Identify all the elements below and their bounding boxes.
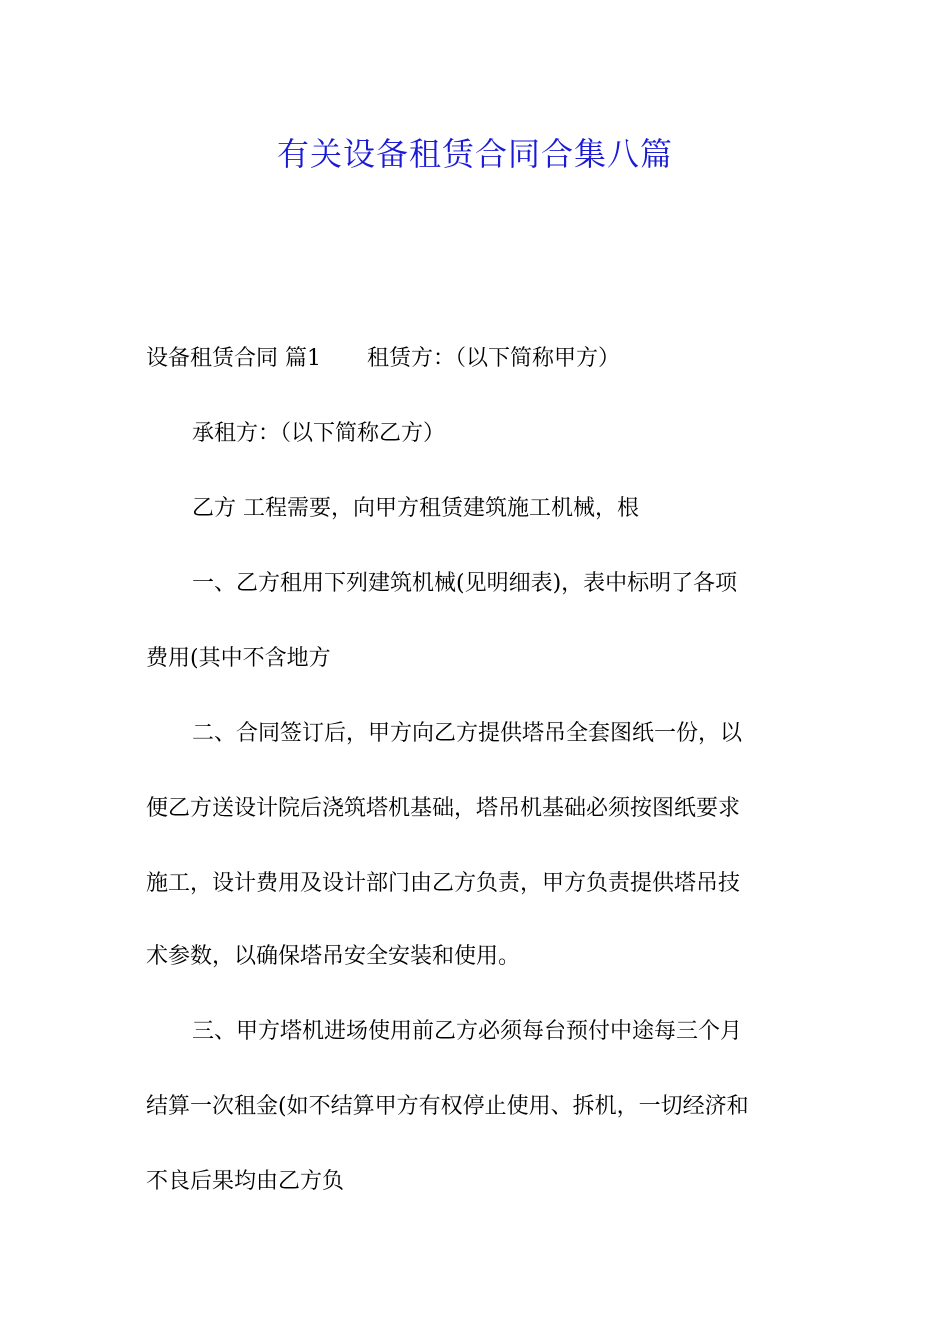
clause-three-continued: 不良后果均由乙方负 (146, 1169, 345, 1194)
clause-two-continued: 便乙方送设计院后浇筑塔机基础，塔吊机基础必须按图纸要求 (146, 796, 741, 821)
clause-two-line: 二、合同签订后，甲方向乙方提供塔吊全套图纸一份，以 (192, 721, 743, 746)
lessor-label: 租赁方：（以下简称甲方） (367, 346, 621, 371)
clause-three-line: 三、甲方塔机进场使用前乙方必须每台预付中途每三个月 (192, 1019, 743, 1044)
contract-header-line (146, 344, 816, 374)
clause-one-line: 一、乙方租用下列建筑机械(见明细表)，表中标明了各项 (192, 571, 738, 596)
clause-two-continued: 施工，设计费用及设计部门由乙方负责，甲方负责提供塔吊技 (146, 871, 741, 896)
clause-one-continued: 费用(其中不含地方 (146, 646, 331, 671)
contract-heading: 设备租赁合同 篇1 (146, 346, 321, 371)
paragraph-line: 乙方 工程需要，向甲方租赁建筑施工机械，根 (192, 496, 639, 521)
document-title: 有关设备租赁合同合集八篇 (276, 135, 673, 173)
clause-three-continued: 结算一次租金(如不结算甲方有权停止使用、拆机，一切经济和 (146, 1094, 749, 1119)
clause-two-continued: 术参数，以确保塔吊安全安装和使用。 (146, 944, 521, 969)
lessee-line: 承租方：（以下简称乙方） (192, 421, 446, 446)
